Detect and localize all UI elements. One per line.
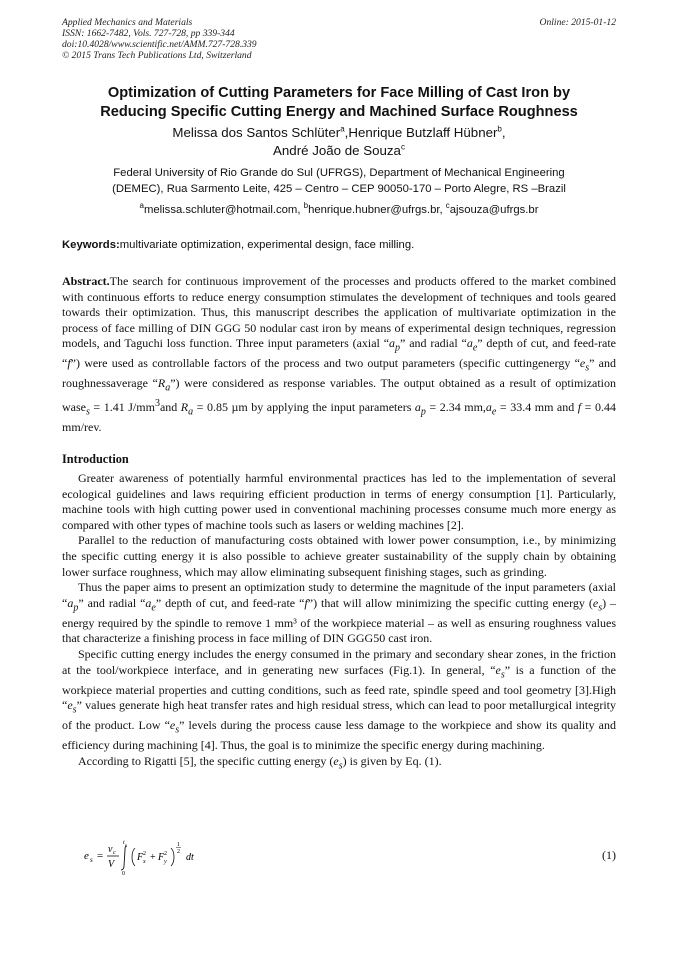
svg-text:s: s — [90, 856, 93, 864]
keywords-text: multivariate optimization, experimental design, face milling. — [119, 239, 415, 251]
svg-text:2: 2 — [177, 849, 180, 855]
svg-text:dt: dt — [186, 852, 194, 863]
copyright: © 2015 Trans Tech Publications Ltd, Switzerland — [62, 50, 252, 61]
equation-formula — [84, 838, 284, 878]
svg-text:F: F — [158, 852, 165, 863]
eq-denominator: V — [108, 859, 115, 870]
svg-text:2: 2 — [143, 851, 146, 857]
abstract: Abstract.The search for continuous improvement of the processes and products offered to the market combined with continuous efforts to reduce energy consumption stimulates the development of techniques and tools geared towards their optimization. Thus, this manuscript describes the application of multivariate optimization in the process of face milling of DIN GGG 50 nodular cast iron by means of experimental design techniques, regression models, and Taguchi loss function. Three input parameters (axial “$a_p$” and radial “$a_e$” depth of cut, and feed-rate “f”) were used as controllable factors of the process and two output parameters (specific cuttingenergy “$e_s$” and roughnessaverage “$R_a$”) were considered as response variables. The output obtained as a result of optimization wase$_s$ = 1.41 $J/mm^3and$ $R_a = 0.85$ µm by applying the input parameters $a_p = 2.34$ $mm,a_e = 33.4$ mm and f = 0.44 mm/rev. — [62, 274, 616, 435]
svg-text:c: c — [125, 842, 127, 847]
integral-sign — [121, 846, 127, 870]
author-list: Melissa dos Santos Schlüter$^a$,Henrique Butzlaff Hübner$^b$, André João de Souza$^c$ — [172, 124, 506, 158]
svg-text:x: x — [143, 859, 146, 865]
svg-text:0: 0 — [122, 871, 125, 877]
title-line-2: Reducing Specific Cutting Energy and Machined Surface Roughness — [100, 104, 578, 120]
paragraph-5: According to Rigatti [5], the specific cutting energy $(e_s)$ is given by Eq. (1). — [78, 753, 442, 772]
paragraph-2: Parallel to the reduction of manufacturing costs obtained with lower power consumption, i.e., by minimizing the specific cutting energy it is also possible to achieve greater sustainability of the supply chain by obtaining lower surface roughness, which may allow eliminating subsequent finishing stages, such as grinding. — [62, 533, 616, 579]
eq-lhs: e — [84, 850, 89, 862]
email-c[interactable]: ajsouza@ufrgs.br — [449, 204, 539, 216]
svg-text:t: t — [123, 840, 125, 846]
svg-text:1: 1 — [177, 842, 180, 848]
journal-name: Applied Mechanics and Materials — [62, 17, 193, 28]
doi: doi:10.4028/www.scientific.net/AMM.727-728.339 — [62, 39, 257, 50]
paper-title — [62, 84, 616, 122]
equation-1 — [84, 838, 616, 878]
running-header — [62, 17, 616, 61]
keywords-label: Keywords: — [62, 239, 120, 251]
paragraph-1: Greater awareness of potentially harmful environmental practices has led to the implementation of several ecological guidelines and laws requiring efficient production in terms of energy consumption [1]. Particularly, machine tools with high cutting power used in conventional machining processes consume much more energy as compared with other types of machine tools such as lasers or welding machines [2]. — [62, 471, 616, 532]
author-1: Melissa dos Santos Schlüter — [172, 125, 341, 140]
keywords — [62, 238, 616, 253]
title-line-1: Optimization of Cutting Parameters for Face Milling of Cast Iron by — [107, 85, 571, 101]
svg-text:+: + — [150, 852, 156, 863]
svg-text:y: y — [164, 859, 167, 865]
equation-number: (1) — [602, 848, 616, 862]
introduction-body — [62, 471, 616, 774]
paragraph-4: Specific cutting energy includes the energy consumed in the primary and secondary shear zones, in the friction at the tool/workpiece interface, and in generating new surfaces (Fig.1). In general, “$e_s$” is a function of the workpiece material properties and cutting conditions, such as feed rate, spindle speed and tool geometry [3].High “$e_s$” values generate high heat transfer rates and high residual stress, which can lead to poor metallurgical integrity of the product. Low “$e_s$” levels during the process cause less damage to the workpiece and show its quality and efficiency during machining [4]. Thus, the goal is to minimize the specific energy during machining. — [62, 646, 616, 753]
affiliation: Federal University of Rio Grande do Sul (UFRGS), Department of Mechanical Engineering (DEMEC), Rua Sarmento Leite, 425 – Centro – CEP 90050-170 – Porto Alegre, RS –Brazil — [112, 167, 566, 195]
issn: ISSN: 1662-7482, Vols. 727-728, pp 339-344 — [62, 28, 235, 39]
svg-text:F: F — [137, 852, 144, 863]
author-2: ,Henrique Butzlaff Hübner — [344, 125, 498, 140]
author-emails: $^a$melissa.schluter@hotmail.com, $^b$henrique.hubner@ufrgs.br, $^c$ajsouza@ufrgs.br — [139, 201, 539, 216]
author-3: André João de Souza — [273, 143, 401, 158]
paragraph-3: Thus the paper aims to present an optimization study to determine the magnitude of the input parameters (axial “$a_p$” and radial “$a_e$” depth of cut, and feed-rate “f”) that will allow minimizing the specific cutting energy $(e_s)$ – energy required by the spindle to remove 1 mm³ of the workpiece material – as well as ensuring roughness values that characterize a finishing process in face milling of DIN GGG50 cast iron. — [62, 580, 617, 646]
svg-text:2: 2 — [164, 851, 167, 857]
email-a[interactable]: melissa.schluter@hotmail.com, — [143, 204, 304, 216]
online-date: Online: 2015-01-12 — [539, 17, 616, 28]
svg-text:=: = — [97, 850, 104, 862]
svg-text:c: c — [113, 850, 116, 856]
section-heading-introduction: Introduction — [62, 452, 129, 466]
email-b[interactable]: henrique.hubner@ufrgs.br, — [308, 204, 446, 216]
eq-numerator: v — [108, 844, 113, 855]
abstract-label: Abstract. — [62, 274, 110, 288]
